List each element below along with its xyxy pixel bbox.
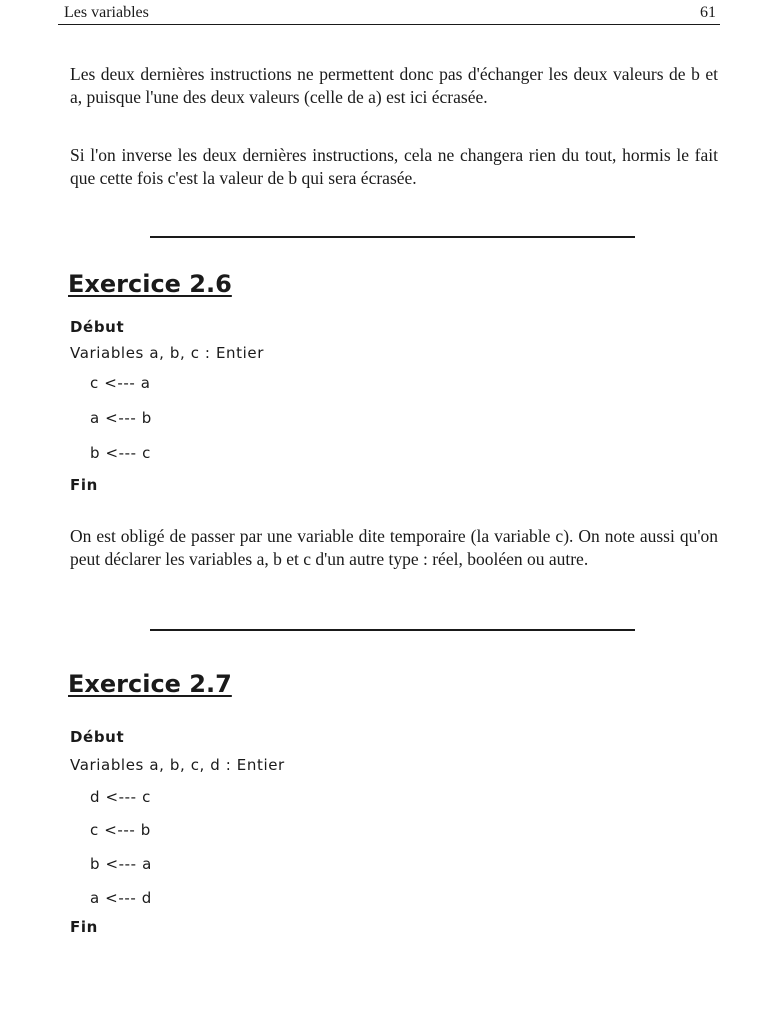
exercise-2-6-end: Fin [70, 476, 98, 494]
exercise-2-7-heading: Exercice 2.7 [68, 670, 232, 698]
running-header [58, 2, 720, 25]
section-separator [150, 629, 635, 631]
page-number: 61 [700, 4, 716, 21]
exercise-2-7-line-1: d <--- c [90, 788, 151, 806]
exercise-2-7-line-4: a <--- d [90, 889, 152, 907]
section-separator [150, 236, 635, 238]
chapter-title: Les variables [64, 4, 149, 21]
exercise-2-6-begin: Début [70, 318, 125, 336]
exercise-2-6-line-1: c <--- a [90, 374, 151, 392]
exercise-2-6-line-3: b <--- c [90, 444, 151, 462]
exercise-2-6-declaration: Variables a, b, c : Entier [70, 344, 264, 362]
exercise-2-7-declaration: Variables a, b, c, d : Entier [70, 756, 285, 774]
exercise-2-6-heading: Exercice 2.6 [68, 270, 232, 298]
exercise-2-6-explanation: On est obligé de passer par une variable dite temporaire (la variable c). On note aussi qu'on peut déclarer les variables a, b et c d'un autre type : réel, booléen ou autre. [70, 526, 718, 569]
exercise-2-6-line-2: a <--- b [90, 409, 152, 427]
intro-paragraph-2: Si l'on inverse les deux dernières instructions, cela ne changera rien du tout, hormis le fait que cette fois c'est la valeur de b qui sera écrasée. [70, 145, 718, 188]
exercise-2-7-line-2: c <--- b [90, 821, 151, 839]
exercise-2-7-end: Fin [70, 918, 98, 936]
exercise-2-7-begin: Début [70, 728, 125, 746]
exercise-2-7-line-3: b <--- a [90, 855, 152, 873]
intro-paragraph-1: Les deux dernières instructions ne permettent donc pas d'échanger les deux valeurs de b et a, puisque l'une des deux valeurs (celle de a) est ici écrasée. [70, 64, 718, 107]
